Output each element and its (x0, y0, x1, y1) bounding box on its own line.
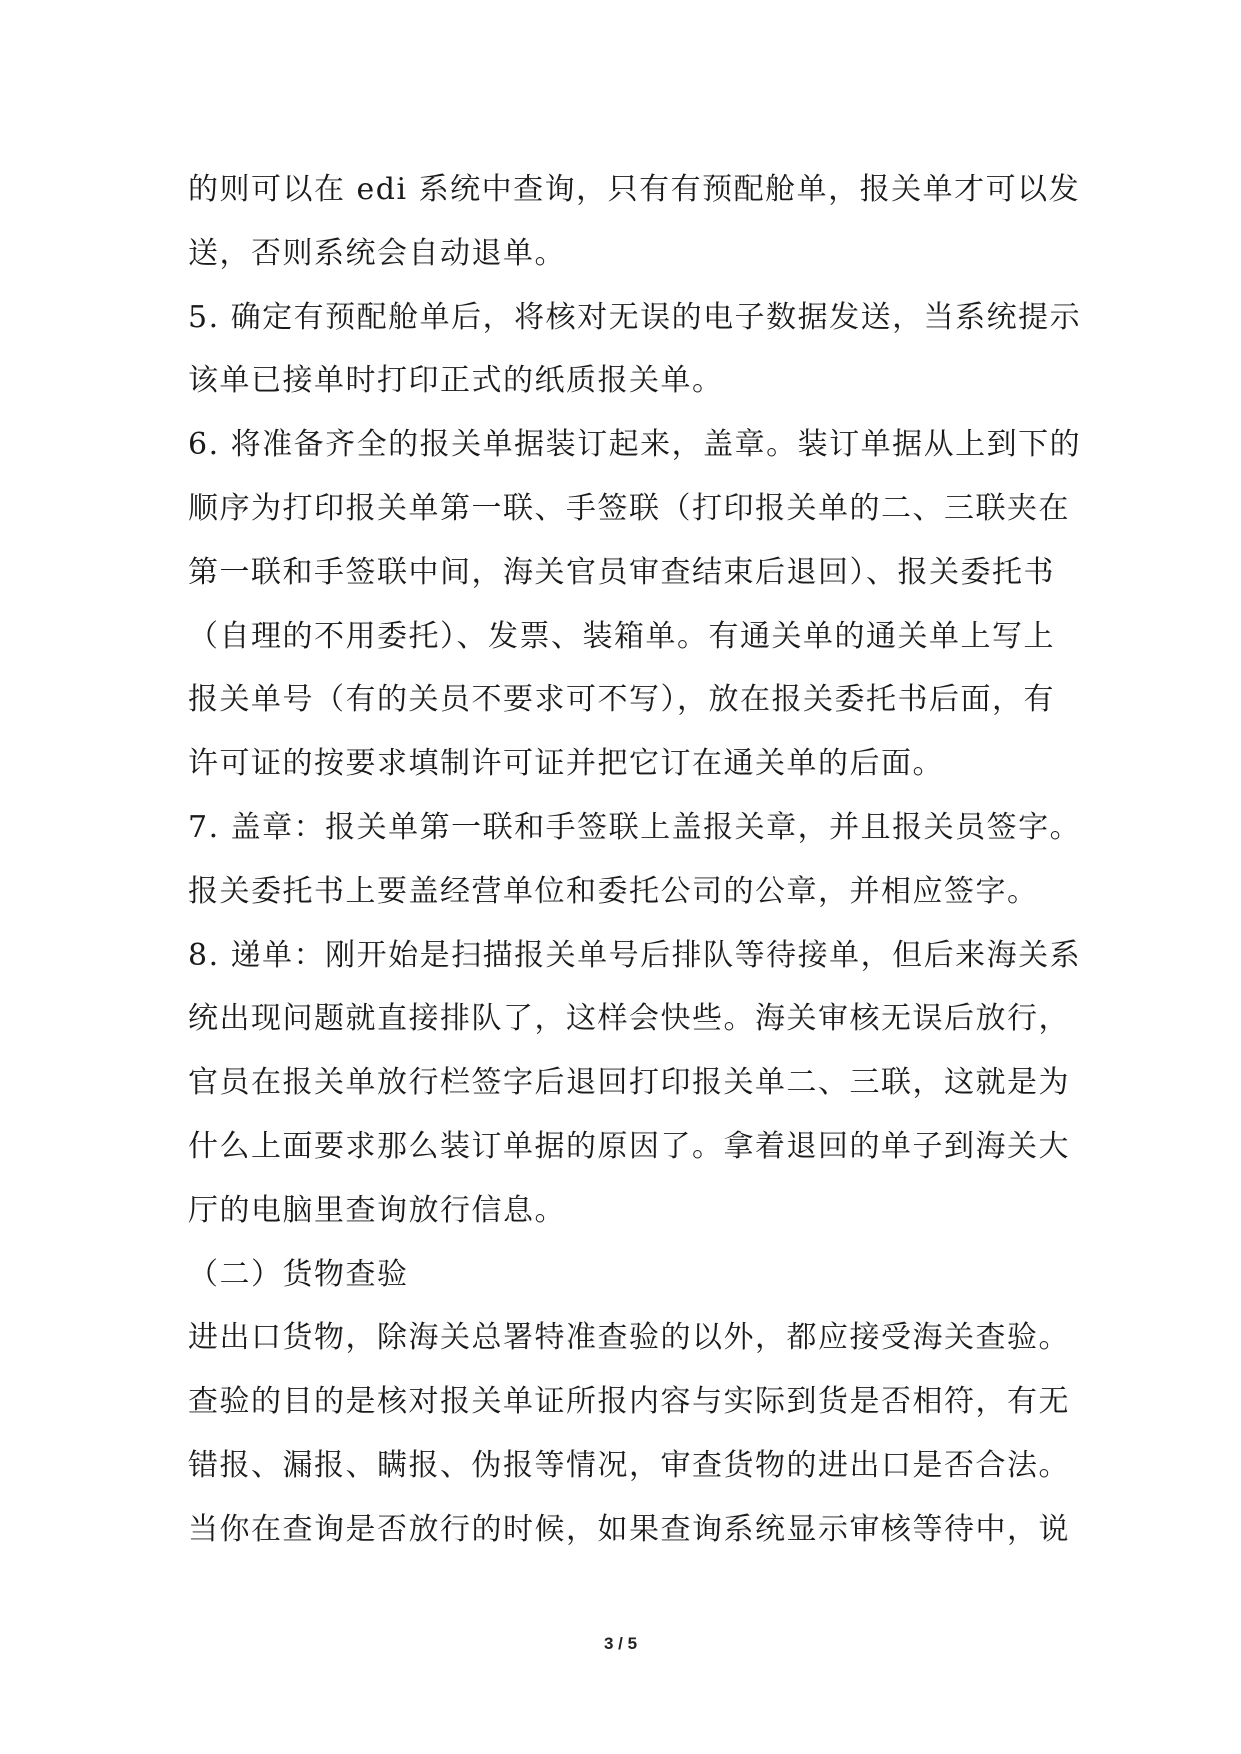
text-line: 统出现问题就直接排队了，这样会快些。海关审核无误后放行， (188, 1001, 1070, 1037)
text-line: 厅的电脑里查询放行信息。 (188, 1192, 566, 1228)
text-line: 第一联和手签联中间，海关官员审查结束后退回）、报关委托书 (188, 554, 1055, 590)
text-line: 该单已接单时打印正式的纸质报关单。 (188, 363, 724, 399)
text-line: 错报、漏报、瞒报、伪报等情况，审查货物的进出口是否合法。 (188, 1447, 1070, 1483)
document-body (188, 158, 1082, 1562)
text-line: 6. 将准备齐全的报关单据装订起来，盖章。装订单据从上到下的 (188, 427, 1082, 463)
page-number: 3 / 5 (603, 1634, 638, 1653)
text-line: 7. 盖章：报关单第一联和手签联上盖报关章，并且报关员签字。 (188, 809, 1082, 845)
text-line: 送，否则系统会自动退单。 (188, 235, 566, 271)
text-line: 8. 递单：刚开始是扫描报关单号后排队等待接单，但后来海关系 (188, 937, 1082, 973)
text-line: 顺序为打印报关单第一联、手签联（打印报关单的二、三联夹在 (188, 490, 1070, 526)
section-heading: （二）货物查验 (188, 1256, 409, 1292)
text-line: 许可证的按要求填制许可证并把它订在通关单的后面。 (188, 746, 944, 782)
text-line: 的则可以在 edi 系统中查询，只有有预配舱单，报关单才可以发 (188, 172, 1081, 207)
text-line: 5. 确定有预配舱单后，将核对无误的电子数据发送，当系统提示 (188, 299, 1082, 335)
text-line: （自理的不用委托）、发票、装箱单。有通关单的通关单上写上 (188, 618, 1055, 654)
text-line: 报关单号（有的关员不要求可不写），放在报关委托书后面，有 (188, 682, 1055, 718)
text-line: 官员在报关单放行栏签字后退回打印报关单二、三联，这就是为 (188, 1065, 1070, 1101)
text-line: 进出口货物，除海关总署特准查验的以外，都应接受海关查验。 (188, 1320, 1070, 1356)
text-line: 查验的目的是核对报关单证所报内容与实际到货是否相符，有无 (188, 1384, 1070, 1420)
text-line: 当你在查询是否放行的时候，如果查询系统显示审核等待中，说 (188, 1511, 1070, 1547)
text-line: 什么上面要求那么装订单据的原因了。拿着退回的单子到海关大 (188, 1128, 1070, 1164)
text-line: 报关委托书上要盖经营单位和委托公司的公章，并相应签字。 (188, 873, 1039, 909)
